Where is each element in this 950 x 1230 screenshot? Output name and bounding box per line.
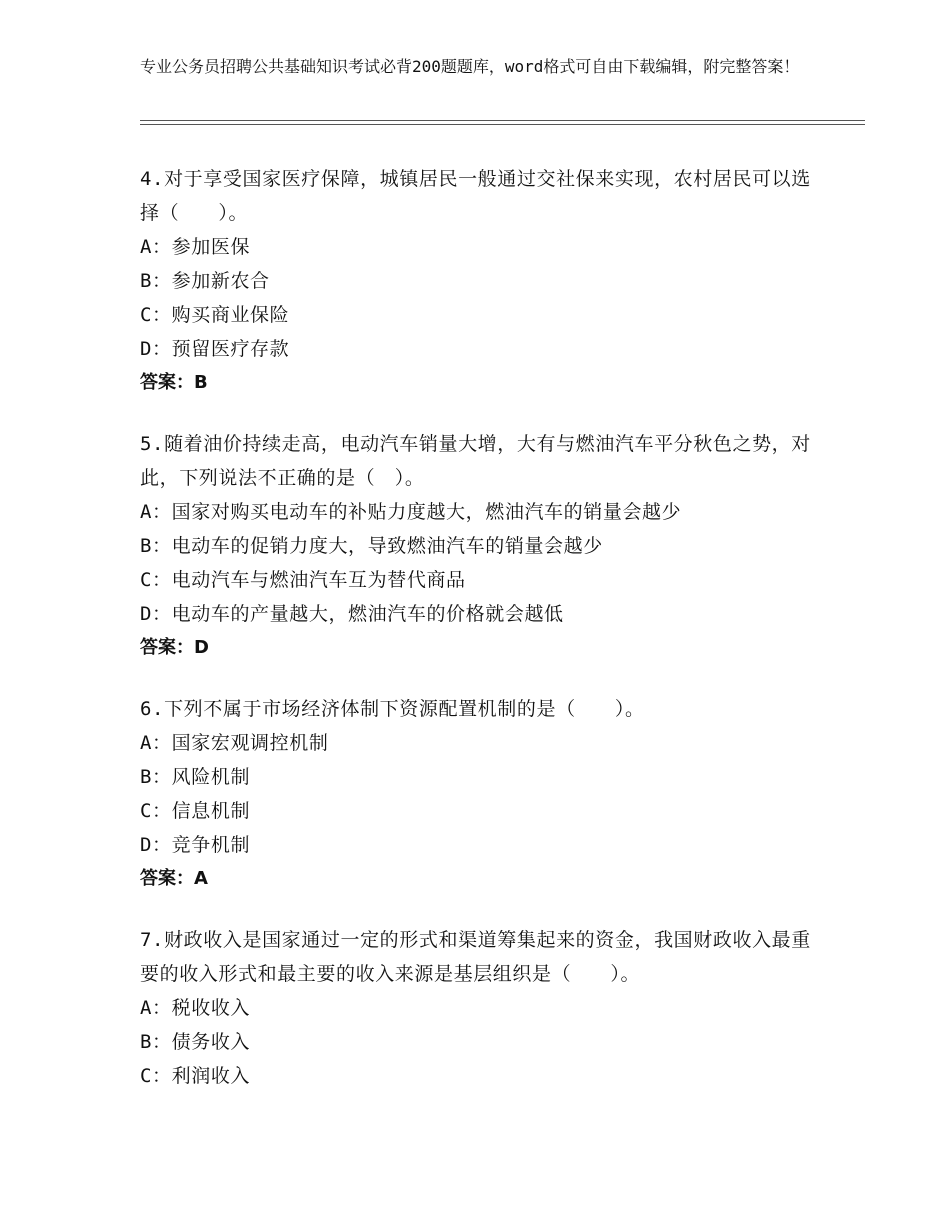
option-d: D：电动车的产量越大，燃油汽车的价格就会越低	[140, 603, 564, 625]
question-6	[140, 692, 820, 896]
option-d: D：预留医疗存款	[140, 338, 290, 360]
question-list	[140, 162, 820, 1120]
option-c: C：电动汽车与燃油汽车互为替代商品	[140, 569, 466, 591]
option-a: A：参加医保	[140, 236, 251, 258]
option-c: C：利润收入	[140, 1065, 251, 1087]
option-a: A：税收收入	[140, 997, 251, 1019]
question-stem: 5.随着油价持续走高，电动汽车销量大增，大有与燃油汽车平分秋色之势，对此，下列说法不正确的是（ ）。	[140, 433, 811, 489]
answer: 答案：B	[140, 372, 208, 393]
question-stem: 4.对于享受国家医疗保障，城镇居民一般通过交社保来实现，农村居民可以选择（ ）。	[140, 168, 811, 224]
option-c: C：购买商业保险	[140, 304, 290, 326]
option-b: B：债务收入	[140, 1031, 251, 1053]
answer: 答案：D	[140, 637, 209, 658]
option-b: B：电动车的促销力度大，导致燃油汽车的销量会越少	[140, 535, 603, 557]
answer: 答案：A	[140, 868, 208, 889]
option-b: B：风险机制	[140, 766, 251, 788]
question-5	[140, 427, 820, 665]
question-stem: 7.财政收入是国家通过一定的形式和渠道筹集起来的资金，我国财政收入最重要的收入形式和最主要的收入来源是基层组织是（ ）。	[140, 929, 811, 985]
question-7	[140, 923, 820, 1093]
option-a: A：国家宏观调控机制	[140, 732, 329, 754]
question-4	[140, 162, 820, 400]
option-c: C：信息机制	[140, 800, 251, 822]
option-a: A：国家对购买电动车的补贴力度越大，燃油汽车的销量会越少	[140, 501, 682, 523]
document-header: 专业公务员招聘公共基础知识考试必背200题题库，word格式可自由下载编辑，附完整答案！	[140, 57, 800, 76]
option-d: D：竞争机制	[140, 834, 251, 856]
question-stem: 6.下列不属于市场经济体制下资源配置机制的是（ ）。	[140, 698, 645, 720]
header-divider	[140, 120, 865, 125]
option-b: B：参加新农合	[140, 270, 270, 292]
